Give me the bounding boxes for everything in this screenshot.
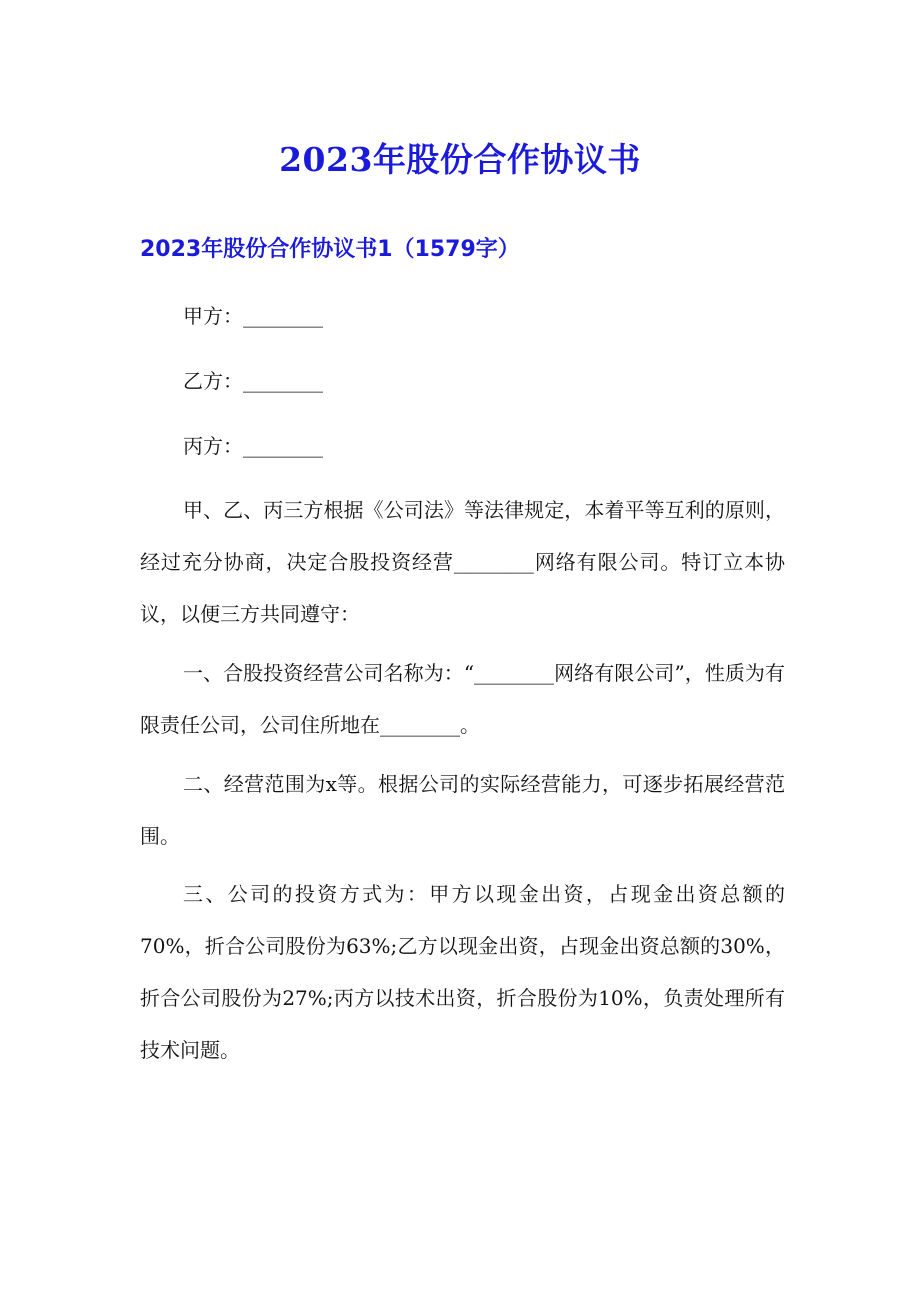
paragraph-clause-3: 三、公司的投资方式为：甲方以现金出资，占现金出资总额的70%，折合公司股份为63%;乙方以现金出资，占现金出资总额的30%，折合公司股份为27%;丙方以技术出资，折合股份为10%，负责处理所有技术问题。 <box>140 882 785 1062</box>
party-a-line: 甲方：________ <box>183 304 323 328</box>
party-c-line: 丙方：________ <box>183 434 323 458</box>
document-title: 2023年股份合作协议书 <box>279 140 641 179</box>
section-heading: 2023年股份合作协议书1（1579字） <box>140 237 520 262</box>
paragraph-clause-1: 一、合股投资经营公司名称为：“________网络有限公司”，性质为有限责任公司，公司住所地在________。 <box>140 661 785 737</box>
party-b-line: 乙方：________ <box>183 369 323 393</box>
paragraph-clause-2: 二、经营范围为x等。根据公司的实际经营能力，可逐步拓展经营范围。 <box>140 772 785 848</box>
paragraph-preamble: 甲、乙、丙三方根据《公司法》等法律规定，本着平等互利的原则，经过充分协商，决定合股投资经营________网络有限公司。特订立本协议，以便三方共同遵守： <box>140 498 785 626</box>
